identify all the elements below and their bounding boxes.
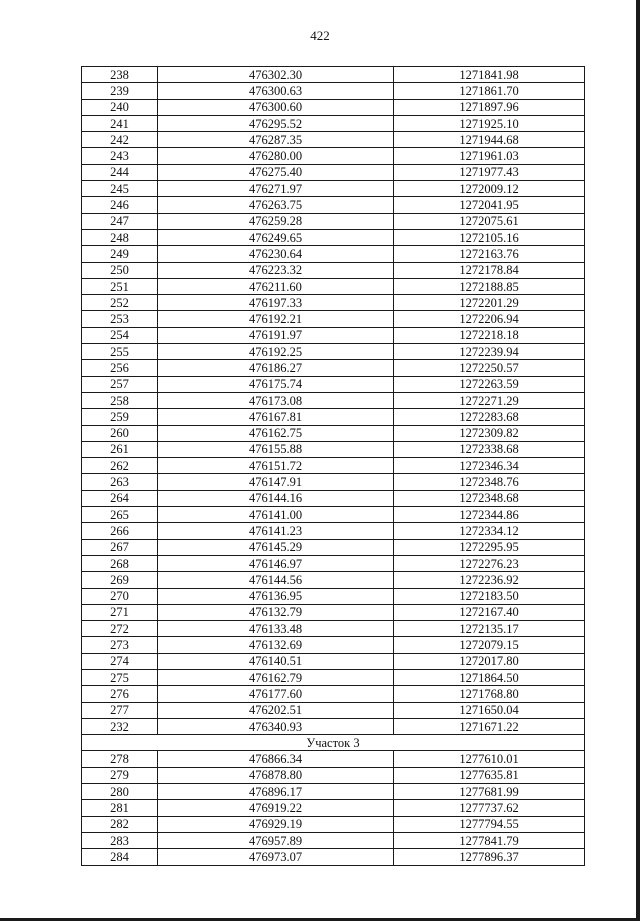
x-coordinate-cell: 476151.72 [158, 458, 394, 474]
point-number-cell: 281 [82, 800, 158, 816]
point-number-cell: 250 [82, 262, 158, 278]
point-number-cell: 267 [82, 539, 158, 555]
x-coordinate-cell: 476141.00 [158, 507, 394, 523]
x-coordinate-cell: 476259.28 [158, 213, 394, 229]
y-coordinate-cell: 1272178.84 [394, 262, 585, 278]
point-number-cell: 270 [82, 588, 158, 604]
point-number-cell: 252 [82, 295, 158, 311]
point-number-cell: 264 [82, 490, 158, 506]
y-coordinate-cell: 1272276.23 [394, 555, 585, 571]
y-coordinate-cell: 1272135.17 [394, 621, 585, 637]
x-coordinate-cell: 476295.52 [158, 115, 394, 131]
x-coordinate-cell: 476140.51 [158, 653, 394, 669]
table-row [82, 67, 585, 83]
table-row [82, 344, 585, 360]
point-number-cell: 257 [82, 376, 158, 392]
y-coordinate-cell: 1272283.68 [394, 409, 585, 425]
x-coordinate-cell: 476866.34 [158, 751, 394, 767]
y-coordinate-cell: 1272079.15 [394, 637, 585, 653]
y-coordinate-cell: 1272263.59 [394, 376, 585, 392]
point-number-cell: 243 [82, 148, 158, 164]
x-coordinate-cell: 476141.23 [158, 523, 394, 539]
y-coordinate-cell: 1272334.12 [394, 523, 585, 539]
point-number-cell: 256 [82, 360, 158, 376]
table-row [82, 262, 585, 278]
x-coordinate-cell: 476186.27 [158, 360, 394, 376]
table-row [82, 474, 585, 490]
x-coordinate-cell: 476155.88 [158, 441, 394, 457]
y-coordinate-cell: 1272075.61 [394, 213, 585, 229]
y-coordinate-cell: 1272271.29 [394, 392, 585, 408]
y-coordinate-cell: 1272041.95 [394, 197, 585, 213]
y-coordinate-cell: 1277737.62 [394, 800, 585, 816]
coordinates-table [81, 66, 585, 866]
point-number-cell: 266 [82, 523, 158, 539]
table-row [82, 653, 585, 669]
x-coordinate-cell: 476144.56 [158, 572, 394, 588]
y-coordinate-cell: 1272348.68 [394, 490, 585, 506]
x-coordinate-cell: 476957.89 [158, 832, 394, 848]
table-row [82, 784, 585, 800]
y-coordinate-cell: 1272295.95 [394, 539, 585, 555]
x-coordinate-cell: 476133.48 [158, 621, 394, 637]
table-row [82, 132, 585, 148]
point-number-cell: 239 [82, 83, 158, 99]
point-number-cell: 244 [82, 164, 158, 180]
point-number-cell: 275 [82, 669, 158, 685]
point-number-cell: 265 [82, 507, 158, 523]
point-number-cell: 238 [82, 67, 158, 83]
y-coordinate-cell: 1271768.80 [394, 686, 585, 702]
table-row [82, 229, 585, 245]
y-coordinate-cell: 1271944.68 [394, 132, 585, 148]
point-number-cell: 251 [82, 278, 158, 294]
table-row [82, 164, 585, 180]
x-coordinate-cell: 476145.29 [158, 539, 394, 555]
point-number-cell: 232 [82, 718, 158, 734]
y-coordinate-cell: 1277610.01 [394, 751, 585, 767]
table-row [82, 458, 585, 474]
table-row [82, 572, 585, 588]
x-coordinate-cell: 476223.32 [158, 262, 394, 278]
y-coordinate-cell: 1271977.43 [394, 164, 585, 180]
y-coordinate-cell: 1272346.34 [394, 458, 585, 474]
point-number-cell: 263 [82, 474, 158, 490]
table-row [82, 800, 585, 816]
point-number-cell: 262 [82, 458, 158, 474]
table-row [82, 327, 585, 343]
point-number-cell: 284 [82, 849, 158, 865]
point-number-cell: 272 [82, 621, 158, 637]
table-row [82, 213, 585, 229]
point-number-cell: 247 [82, 213, 158, 229]
y-coordinate-cell: 1272218.18 [394, 327, 585, 343]
y-coordinate-cell: 1272201.29 [394, 295, 585, 311]
table-row [82, 604, 585, 620]
table-row [82, 539, 585, 555]
x-coordinate-cell: 476896.17 [158, 784, 394, 800]
x-coordinate-cell: 476177.60 [158, 686, 394, 702]
table-body-part-2 [82, 751, 585, 865]
y-coordinate-cell: 1271961.03 [394, 148, 585, 164]
x-coordinate-cell: 476263.75 [158, 197, 394, 213]
table-row [82, 278, 585, 294]
y-coordinate-cell: 1277635.81 [394, 767, 585, 783]
x-coordinate-cell: 476929.19 [158, 816, 394, 832]
table-row [82, 832, 585, 848]
y-coordinate-cell: 1272105.16 [394, 229, 585, 245]
y-coordinate-cell: 1272206.94 [394, 311, 585, 327]
point-number-cell: 282 [82, 816, 158, 832]
y-coordinate-cell: 1271671.22 [394, 718, 585, 734]
y-coordinate-cell: 1272236.92 [394, 572, 585, 588]
x-coordinate-cell: 476287.35 [158, 132, 394, 148]
point-number-cell: 277 [82, 702, 158, 718]
y-coordinate-cell: 1277681.99 [394, 784, 585, 800]
point-number-cell: 273 [82, 637, 158, 653]
point-number-cell: 240 [82, 99, 158, 115]
x-coordinate-cell: 476162.75 [158, 425, 394, 441]
table-row [82, 669, 585, 685]
table-row [82, 115, 585, 131]
y-coordinate-cell: 1272017.80 [394, 653, 585, 669]
y-coordinate-cell: 1277794.55 [394, 816, 585, 832]
point-number-cell: 268 [82, 555, 158, 571]
x-coordinate-cell: 476275.40 [158, 164, 394, 180]
table-row [82, 295, 585, 311]
x-coordinate-cell: 476340.93 [158, 718, 394, 734]
table-row [82, 409, 585, 425]
y-coordinate-cell: 1271897.96 [394, 99, 585, 115]
point-number-cell: 245 [82, 181, 158, 197]
table-row [82, 425, 585, 441]
table-row [82, 181, 585, 197]
x-coordinate-cell: 476192.21 [158, 311, 394, 327]
point-number-cell: 280 [82, 784, 158, 800]
point-number-cell: 261 [82, 441, 158, 457]
table-row [82, 686, 585, 702]
point-number-cell: 269 [82, 572, 158, 588]
point-number-cell: 253 [82, 311, 158, 327]
x-coordinate-cell: 476202.51 [158, 702, 394, 718]
table-row [82, 246, 585, 262]
x-coordinate-cell: 476173.08 [158, 392, 394, 408]
x-coordinate-cell: 476211.60 [158, 278, 394, 294]
table-body-part-1 [82, 67, 585, 735]
table-row [82, 588, 585, 604]
point-number-cell: 255 [82, 344, 158, 360]
point-number-cell: 249 [82, 246, 158, 262]
y-coordinate-cell: 1272167.40 [394, 604, 585, 620]
page-number: 422 [310, 28, 330, 43]
table-row [82, 83, 585, 99]
y-coordinate-cell: 1277896.37 [394, 849, 585, 865]
x-coordinate-cell: 476167.81 [158, 409, 394, 425]
y-coordinate-cell: 1271864.50 [394, 669, 585, 685]
x-coordinate-cell: 476191.97 [158, 327, 394, 343]
x-coordinate-cell: 476192.25 [158, 344, 394, 360]
x-coordinate-cell: 476162.79 [158, 669, 394, 685]
y-coordinate-cell: 1272239.94 [394, 344, 585, 360]
y-coordinate-cell: 1272338.68 [394, 441, 585, 457]
table-row [82, 523, 585, 539]
y-coordinate-cell: 1272163.76 [394, 246, 585, 262]
point-number-cell: 278 [82, 751, 158, 767]
x-coordinate-cell: 476132.69 [158, 637, 394, 653]
x-coordinate-cell: 476300.60 [158, 99, 394, 115]
x-coordinate-cell: 476878.80 [158, 767, 394, 783]
point-number-cell: 276 [82, 686, 158, 702]
point-number-cell: 283 [82, 832, 158, 848]
point-number-cell: 241 [82, 115, 158, 131]
point-number-cell: 271 [82, 604, 158, 620]
x-coordinate-cell: 476197.33 [158, 295, 394, 311]
y-coordinate-cell: 1271861.70 [394, 83, 585, 99]
y-coordinate-cell: 1272183.50 [394, 588, 585, 604]
point-number-cell: 260 [82, 425, 158, 441]
x-coordinate-cell: 476230.64 [158, 246, 394, 262]
y-coordinate-cell: 1277841.79 [394, 832, 585, 848]
table-row [82, 767, 585, 783]
table-row [82, 490, 585, 506]
table-row [82, 849, 585, 865]
x-coordinate-cell: 476280.00 [158, 148, 394, 164]
table-row [82, 99, 585, 115]
y-coordinate-cell: 1272188.85 [394, 278, 585, 294]
y-coordinate-cell: 1272348.76 [394, 474, 585, 490]
x-coordinate-cell: 476300.63 [158, 83, 394, 99]
table-row [82, 507, 585, 523]
y-coordinate-cell: 1272250.57 [394, 360, 585, 376]
y-coordinate-cell: 1272309.82 [394, 425, 585, 441]
point-number-cell: 279 [82, 767, 158, 783]
x-coordinate-cell: 476146.97 [158, 555, 394, 571]
point-number-cell: 248 [82, 229, 158, 245]
point-number-cell: 259 [82, 409, 158, 425]
table-row [82, 441, 585, 457]
y-coordinate-cell: 1271650.04 [394, 702, 585, 718]
table-row [82, 621, 585, 637]
page-edge-right [636, 0, 640, 921]
x-coordinate-cell: 476136.95 [158, 588, 394, 604]
table-row [82, 197, 585, 213]
table-row [82, 148, 585, 164]
table-row [82, 816, 585, 832]
table-row [82, 376, 585, 392]
x-coordinate-cell: 476144.16 [158, 490, 394, 506]
x-coordinate-cell: 476175.74 [158, 376, 394, 392]
point-number-cell: 242 [82, 132, 158, 148]
x-coordinate-cell: 476132.79 [158, 604, 394, 620]
table-row [82, 702, 585, 718]
section-header-row [82, 735, 585, 751]
y-coordinate-cell: 1271841.98 [394, 67, 585, 83]
y-coordinate-cell: 1271925.10 [394, 115, 585, 131]
x-coordinate-cell: 476302.30 [158, 67, 394, 83]
section-header-group [82, 735, 585, 751]
table-row [82, 311, 585, 327]
point-number-cell: 274 [82, 653, 158, 669]
y-coordinate-cell: 1272009.12 [394, 181, 585, 197]
table-row [82, 637, 585, 653]
x-coordinate-cell: 476249.65 [158, 229, 394, 245]
table-row [82, 718, 585, 734]
x-coordinate-cell: 476147.91 [158, 474, 394, 490]
y-coordinate-cell: 1272344.86 [394, 507, 585, 523]
table-row [82, 555, 585, 571]
table-row [82, 360, 585, 376]
point-number-cell: 258 [82, 392, 158, 408]
point-number-cell: 254 [82, 327, 158, 343]
section-title: Участок 3 [82, 735, 585, 751]
table-row [82, 751, 585, 767]
x-coordinate-cell: 476919.22 [158, 800, 394, 816]
x-coordinate-cell: 476271.97 [158, 181, 394, 197]
x-coordinate-cell: 476973.07 [158, 849, 394, 865]
point-number-cell: 246 [82, 197, 158, 213]
table-row [82, 392, 585, 408]
